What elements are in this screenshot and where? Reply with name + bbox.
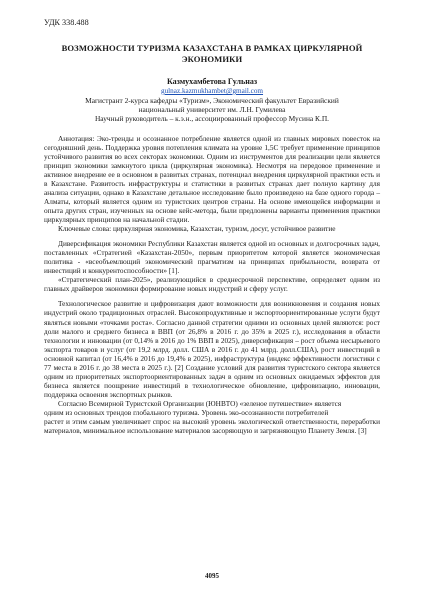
affiliation-line: национальный университет им. Л.Н. Гумилева	[138, 105, 286, 115]
abstract-paragraph: Аннотация: Эко-тренды и осознанное потребление является одной из главных мировых повесток на сегодняшний день. Поддержка уровня потепления климата на уровне 1,5С требует применение принципов устойчивого развития во всех секторах экономики. Одним из инструментов для реализации цели является принцип экономики замкнутого цикла (циркулярная экономика). Несмотря на передовое применение и активное внедрение ее в основном в развитых странах, потенциал внедрения циркулярной практики есть и в Казахстане. Развитость инфраструктуры и статистики в развитых странах дает полную картину для анализа ситуации, однако в Казахстане детальное исследование было произведено на базе одного города – Алматы, который является одним из туристских центров страны. На основе имеющейся информации и опыта других стран, изученных на основе кейс-метода, были предложены варианты применения практики циркулярных принципов на начальной стадии.	[44, 133, 380, 225]
article-title: ВОЗМОЖНОСТИ ТУРИЗМА КАЗАХСТАНА В РАМКАХ ЦИРКУЛЯРНОЙ ЭКОНОМИКИ	[61, 43, 363, 64]
affiliation-line: Магистрант 2-курса кафедры «Туризм», Экономический факультет Евразийский	[85, 96, 339, 105]
body-paragraph: Согласно Всемирной Туристской Организации (ЮНВТО) «зеленое путешествие» является	[58, 398, 342, 408]
body-paragraph: Технологическое развитие и цифровизация дают возможности для возникновения и создания новых индустрий около традиционных отраслей. Высокопродуктивные и экспортоориентированные услуги будут являться новыми «точками роста». Согласно данной стратегии одними из основных целей являются: рост доли малого и среднего бизнеса в ВВП (от 26,8% в 2016 г. до 35% в 2025 г.), исследования в области технологии и инновации (от 0,14% в 2016 до 1% ВВП в 2025), диверсификация – рост объема несырьевого экспорта товаров и услуг (от 19,2 млрд. долл. США в 2016 г. до 41 млрд. долл.США), рост инвестиций в основной капитал (от 16,4% в 2016 до 19,4% в 2025), инфраструктура (индекс эффективности логистики с 77 места в 2016 г. до 38 места в 2025 г.). [2] Создание условий для развития туристского сектора является одним из приоритетных экспортоориентированных задач в одним из основных ожидаемых эффектов для бизнеса является поощрение инвестиций в технологическое обновление, цифровизацию, инновации, поддержка освоения экспортных рынков.	[44, 299, 380, 399]
page-number: 4095	[205, 572, 219, 580]
body-paragraph: «Стратегический план-2025», реализующийся в среднесрочной перспективе, определяет одним из главных драйверов экономики формирование новых индустрий и сферу услуг.	[44, 275, 380, 294]
body-paragraph: Диверсификация экономики Республики Казахстан является одной из основных и долгосрочных задач, поставленных «Стратегией «Казахстан-2050», первым приоритетом которой является экономическая политика - «всеобъемлющий экономический прагматизм на принципах прибыльности, возврата от инвестиций и конкурентоспособности» [1].	[44, 239, 380, 276]
affiliation-block	[44, 96, 380, 124]
udc-code: УДК 338.488	[44, 18, 89, 27]
body-paragraph: растет и этим самым увеличивает спрос на высокий уровень экологической ответственности, переработки материалов, минимальное использование материалов засоряющую и загрязняющую Планету Земля. [3]	[44, 417, 380, 436]
author-email-link[interactable]: gulnaz.kazmukhambet@gmail.com	[160, 87, 264, 95]
author-name: Казмухамбетова Гульназ	[166, 77, 258, 86]
keywords-paragraph: Ключевые слова: циркулярная экономика, Казахстан, туризм, досуг, устойчивое развитие	[58, 224, 336, 234]
supervisor-line: Научный руководитель – к.э.н., ассоциированный профессор Мусина К.П.	[94, 114, 330, 124]
body-paragraph: одним из основных трендов глобального туризма. Уровень эко-осознанности потребителей	[44, 407, 329, 417]
